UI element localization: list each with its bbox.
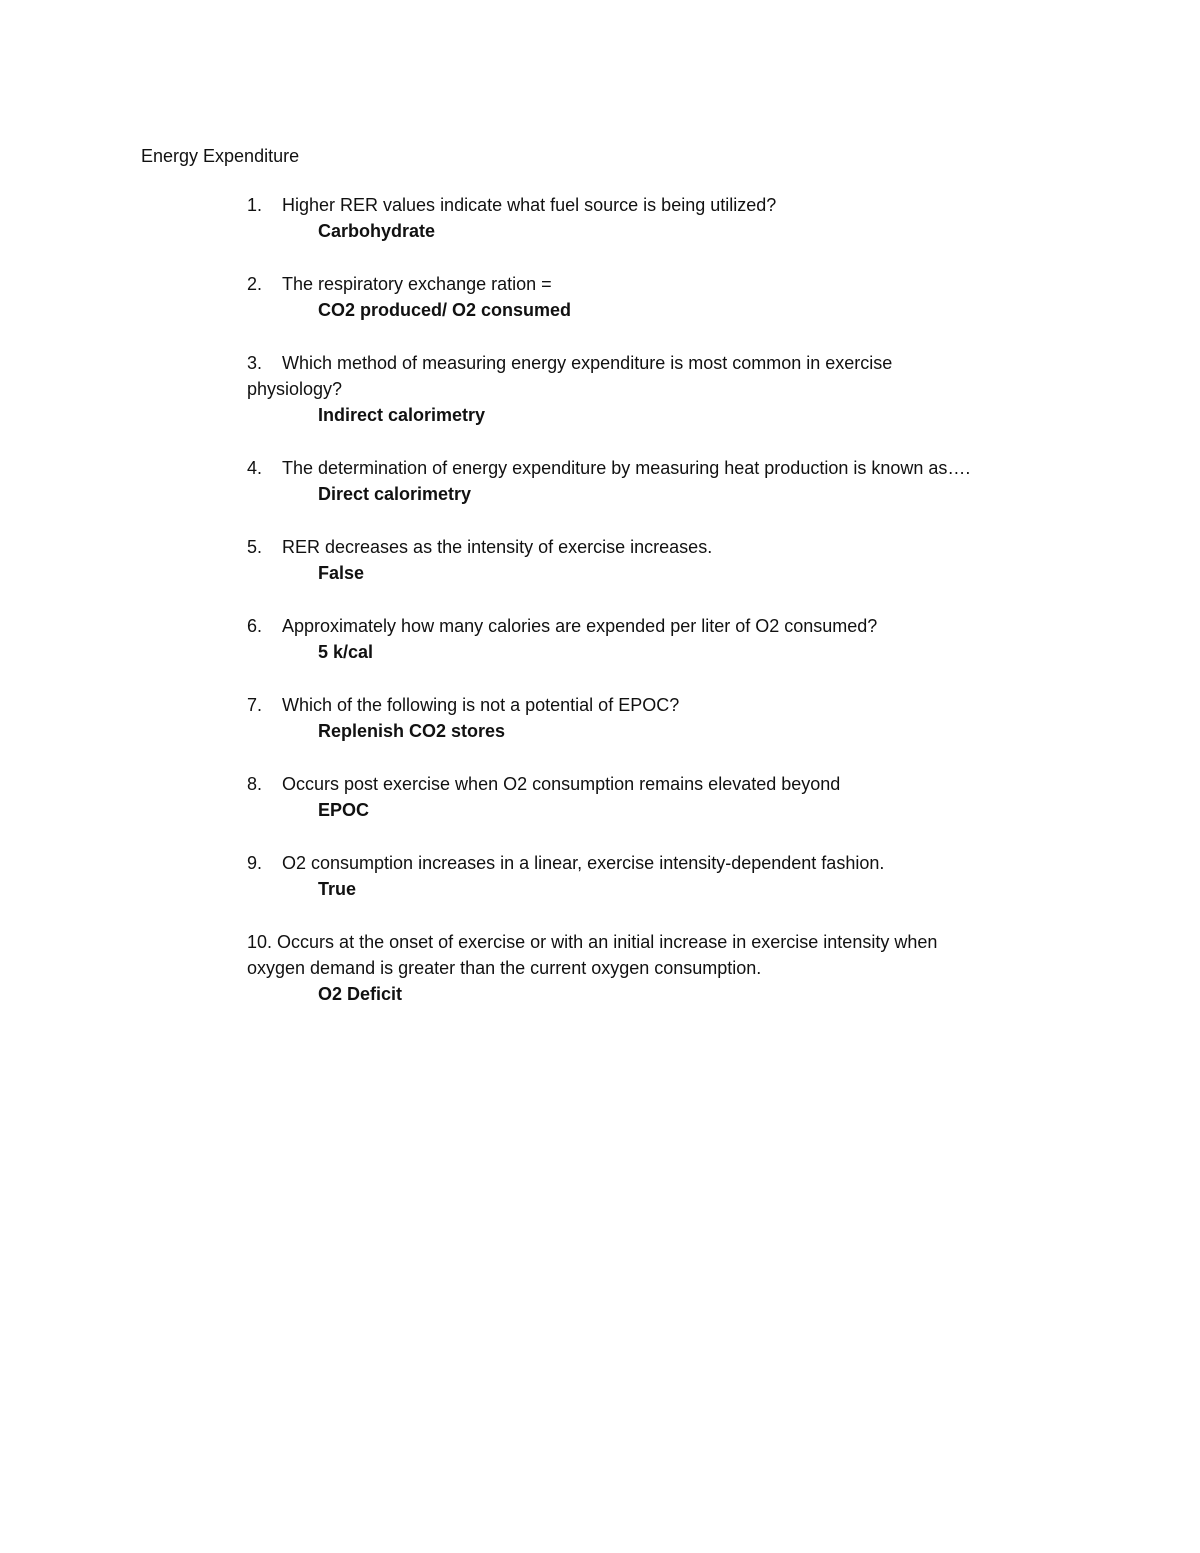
- answer: True: [318, 879, 357, 899]
- question-7: [247, 692, 1107, 744]
- question-3: [247, 350, 1107, 428]
- question-line: [247, 192, 1107, 218]
- question-number: 7.: [247, 695, 263, 715]
- question-text: Which of the following is not a potential of EPOC?: [282, 695, 680, 715]
- question-9: [247, 850, 1107, 902]
- question-line-continued: oxygen demand is greater than the current oxygen consumption.: [247, 958, 762, 978]
- question-line: [247, 613, 1107, 639]
- question-number: 3.: [247, 353, 263, 373]
- answer: False: [318, 563, 365, 583]
- answer: Direct calorimetry: [318, 484, 472, 504]
- question-line: [247, 534, 1107, 560]
- question-number: 1.: [247, 195, 263, 215]
- answer: EPOC: [318, 800, 370, 820]
- answer: Carbohydrate: [318, 221, 436, 241]
- question-line: [247, 455, 1107, 481]
- answer: 5 k/cal: [318, 642, 374, 662]
- document-title: Energy Expenditure: [141, 146, 300, 166]
- question-number: 2.: [247, 274, 263, 294]
- question-number: 8.: [247, 774, 263, 794]
- question-number: 4.: [247, 458, 263, 478]
- question-number: 10.: [247, 932, 273, 952]
- question-text: RER decreases as the intensity of exercise increases.: [282, 537, 713, 557]
- question-4: [247, 455, 1107, 507]
- question-text: Approximately how many calories are expended per liter of O2 consumed?: [282, 616, 878, 636]
- answer: Indirect calorimetry: [318, 405, 486, 425]
- question-line-continued: physiology?: [247, 379, 343, 399]
- question-2: [247, 271, 1107, 323]
- question-text: Occurs at the onset of exercise or with an initial increase in exercise intensity when: [277, 932, 938, 952]
- question-number: 6.: [247, 616, 263, 636]
- question-8: [247, 771, 1107, 823]
- answer: O2 Deficit: [318, 984, 403, 1004]
- question-line: [247, 350, 1107, 376]
- question-line: [247, 771, 1107, 797]
- question-line: [247, 929, 1107, 955]
- answer: Replenish CO2 stores: [318, 721, 506, 741]
- question-text: The respiratory exchange ration =: [282, 274, 552, 294]
- answer: CO2 produced/ O2 consumed: [318, 300, 572, 320]
- question-text: Occurs post exercise when O2 consumption remains elevated beyond: [282, 774, 841, 794]
- question-text: The determination of energy expenditure by measuring heat production is known as….: [282, 458, 971, 478]
- question-1: [247, 192, 1107, 244]
- question-number: 9.: [247, 853, 263, 873]
- question-text: Higher RER values indicate what fuel source is being utilized?: [282, 195, 777, 215]
- question-10: [247, 929, 1107, 1007]
- question-line: [247, 271, 1107, 297]
- question-text: Which method of measuring energy expenditure is most common in exercise: [282, 353, 893, 373]
- question-5: [247, 534, 1107, 586]
- question-text: O2 consumption increases in a linear, exercise intensity-dependent fashion.: [282, 853, 885, 873]
- question-line: [247, 850, 1107, 876]
- question-6: [247, 613, 1107, 665]
- question-number: 5.: [247, 537, 263, 557]
- question-line: [247, 692, 1107, 718]
